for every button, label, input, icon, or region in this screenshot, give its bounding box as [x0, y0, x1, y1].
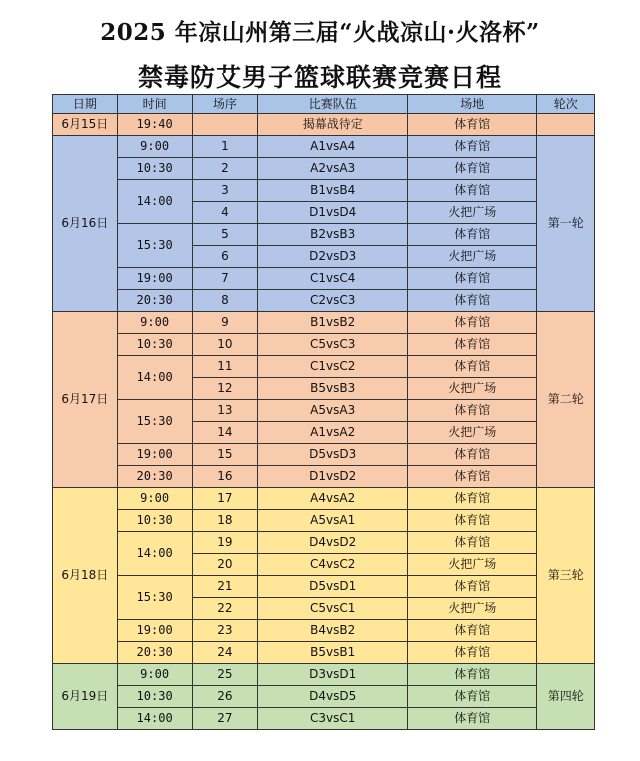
seq-cell: 26 [192, 686, 258, 708]
table-row [53, 510, 595, 532]
seq-cell: 7 [192, 268, 258, 290]
venue-cell: 体育馆 [408, 224, 537, 246]
match-cell: D2vsD3 [258, 246, 408, 268]
seq-cell: 20 [192, 554, 258, 576]
seq-cell [192, 114, 258, 136]
table-row [53, 312, 595, 334]
seq-cell: 4 [192, 202, 258, 224]
time-cell: 9:00 [117, 136, 192, 158]
time-cell: 19:00 [117, 444, 192, 466]
table-row [53, 400, 595, 422]
time-cell: 20:30 [117, 642, 192, 664]
time-cell: 15:30 [117, 400, 192, 444]
seq-cell: 14 [192, 422, 258, 444]
match-cell: C2vsC3 [258, 290, 408, 312]
match-cell: D3vsD1 [258, 664, 408, 686]
seq-cell: 5 [192, 224, 258, 246]
match-cell: B1vsB4 [258, 180, 408, 202]
match-cell: C1vsC4 [258, 268, 408, 290]
table-row [53, 158, 595, 180]
time-cell: 10:30 [117, 334, 192, 356]
time-cell: 10:30 [117, 158, 192, 180]
round-cell: 第二轮 [537, 312, 595, 488]
table-row [53, 708, 595, 730]
venue-cell: 体育馆 [408, 510, 537, 532]
table-row [53, 664, 595, 686]
seq-cell: 3 [192, 180, 258, 202]
venue-cell: 体育馆 [408, 532, 537, 554]
seq-cell: 12 [192, 378, 258, 400]
seq-cell: 24 [192, 642, 258, 664]
time-cell: 9:00 [117, 312, 192, 334]
table-row [53, 620, 595, 642]
venue-cell: 体育馆 [408, 642, 537, 664]
round-cell: 第四轮 [537, 664, 595, 730]
seq-cell: 11 [192, 356, 258, 378]
seq-cell: 23 [192, 620, 258, 642]
round-cell: 第三轮 [537, 488, 595, 664]
match-cell: D1vsD4 [258, 202, 408, 224]
header-round: 轮次 [537, 95, 595, 114]
venue-cell: 体育馆 [408, 576, 537, 598]
venue-cell: 火把广场 [408, 598, 537, 620]
match-cell: A4vsA2 [258, 488, 408, 510]
match-cell: B4vsB2 [258, 620, 408, 642]
match-cell: A1vsA4 [258, 136, 408, 158]
header-date: 日期 [53, 95, 118, 114]
match-cell: B2vsB3 [258, 224, 408, 246]
schedule-table [52, 94, 595, 730]
round-cell: 第一轮 [537, 136, 595, 312]
venue-cell: 体育馆 [408, 686, 537, 708]
match-cell: A5vsA3 [258, 400, 408, 422]
seq-cell: 15 [192, 444, 258, 466]
time-cell: 19:00 [117, 620, 192, 642]
date-cell: 6月19日 [53, 664, 118, 730]
date-cell: 6月17日 [53, 312, 118, 488]
header-time: 时间 [117, 95, 192, 114]
time-cell: 20:30 [117, 290, 192, 312]
venue-cell: 体育馆 [408, 136, 537, 158]
seq-cell: 21 [192, 576, 258, 598]
venue-cell: 体育馆 [408, 312, 537, 334]
match-cell: C3vsC1 [258, 708, 408, 730]
time-cell: 14:00 [117, 180, 192, 224]
match-cell: D4vsD5 [258, 686, 408, 708]
venue-cell: 体育馆 [408, 400, 537, 422]
venue-cell: 火把广场 [408, 378, 537, 400]
time-cell: 9:00 [117, 664, 192, 686]
venue-cell: 体育馆 [408, 180, 537, 202]
table-row [53, 356, 595, 378]
match-cell: B5vsB1 [258, 642, 408, 664]
seq-cell: 2 [192, 158, 258, 180]
match-cell: C5vsC3 [258, 334, 408, 356]
date-cell: 6月18日 [53, 488, 118, 664]
time-cell: 14:00 [117, 708, 192, 730]
venue-cell: 火把广场 [408, 246, 537, 268]
venue-cell: 火把广场 [408, 422, 537, 444]
match-cell: A5vsA1 [258, 510, 408, 532]
time-cell: 10:30 [117, 686, 192, 708]
seq-cell: 19 [192, 532, 258, 554]
match-cell: A2vsA3 [258, 158, 408, 180]
time-cell: 20:30 [117, 466, 192, 488]
venue-cell: 体育馆 [408, 488, 537, 510]
venue-cell: 体育馆 [408, 158, 537, 180]
table-row [53, 290, 595, 312]
match-cell: C4vsC2 [258, 554, 408, 576]
table-row [53, 642, 595, 664]
table-row [53, 488, 595, 510]
table-row [53, 576, 595, 598]
match-cell: D5vsD3 [258, 444, 408, 466]
venue-cell: 体育馆 [408, 620, 537, 642]
page-title: 2025 年凉山州第三届“火战凉山·火洛杯” [100, 19, 540, 46]
seq-cell: 9 [192, 312, 258, 334]
date-cell: 6月16日 [53, 136, 118, 312]
match-cell: C5vsC1 [258, 598, 408, 620]
seq-cell: 6 [192, 246, 258, 268]
time-cell: 19:40 [117, 114, 192, 136]
seq-cell: 22 [192, 598, 258, 620]
table-row [53, 268, 595, 290]
table-row [53, 224, 595, 246]
venue-cell: 体育馆 [408, 708, 537, 730]
opening-row [53, 114, 595, 136]
match-cell: D4vsD2 [258, 532, 408, 554]
table-header-row [53, 95, 595, 114]
time-cell: 15:30 [117, 224, 192, 268]
match-cell: A1vsA2 [258, 422, 408, 444]
round-cell [537, 114, 595, 136]
venue-cell: 火把广场 [408, 554, 537, 576]
venue-cell: 体育馆 [408, 444, 537, 466]
seq-cell: 13 [192, 400, 258, 422]
venue-cell: 体育馆 [408, 356, 537, 378]
table-row [53, 180, 595, 202]
seq-cell: 10 [192, 334, 258, 356]
time-cell: 15:30 [117, 576, 192, 620]
match-cell: B5vsB3 [258, 378, 408, 400]
time-cell: 10:30 [117, 510, 192, 532]
match-cell: 揭幕战待定 [258, 114, 408, 136]
match-cell: C1vsC2 [258, 356, 408, 378]
header-seq: 场序 [192, 95, 258, 114]
time-cell: 19:00 [117, 268, 192, 290]
table-row [53, 466, 595, 488]
table-row [53, 444, 595, 466]
seq-cell: 17 [192, 488, 258, 510]
table-row [53, 136, 595, 158]
venue-cell: 体育馆 [408, 268, 537, 290]
time-cell: 14:00 [117, 356, 192, 400]
match-cell: D5vsD1 [258, 576, 408, 598]
seq-cell: 25 [192, 664, 258, 686]
header-match: 比赛队伍 [258, 95, 408, 114]
match-cell: B1vsB2 [258, 312, 408, 334]
page-subtitle: 禁毒防艾男子篮球联赛竞赛日程 [137, 63, 502, 92]
table-row [53, 334, 595, 356]
venue-cell: 体育馆 [408, 664, 537, 686]
table-row [53, 532, 595, 554]
time-cell: 9:00 [117, 488, 192, 510]
venue-cell: 体育馆 [408, 466, 537, 488]
table-row [53, 686, 595, 708]
seq-cell: 16 [192, 466, 258, 488]
seq-cell: 27 [192, 708, 258, 730]
date-cell: 6月15日 [53, 114, 118, 136]
seq-cell: 18 [192, 510, 258, 532]
seq-cell: 8 [192, 290, 258, 312]
venue-cell: 火把广场 [408, 202, 537, 224]
venue-cell: 体育馆 [408, 114, 537, 136]
venue-cell: 体育馆 [408, 334, 537, 356]
time-cell: 14:00 [117, 532, 192, 576]
venue-cell: 体育馆 [408, 290, 537, 312]
seq-cell: 1 [192, 136, 258, 158]
match-cell: D1vsD2 [258, 466, 408, 488]
header-venue: 场地 [408, 95, 537, 114]
